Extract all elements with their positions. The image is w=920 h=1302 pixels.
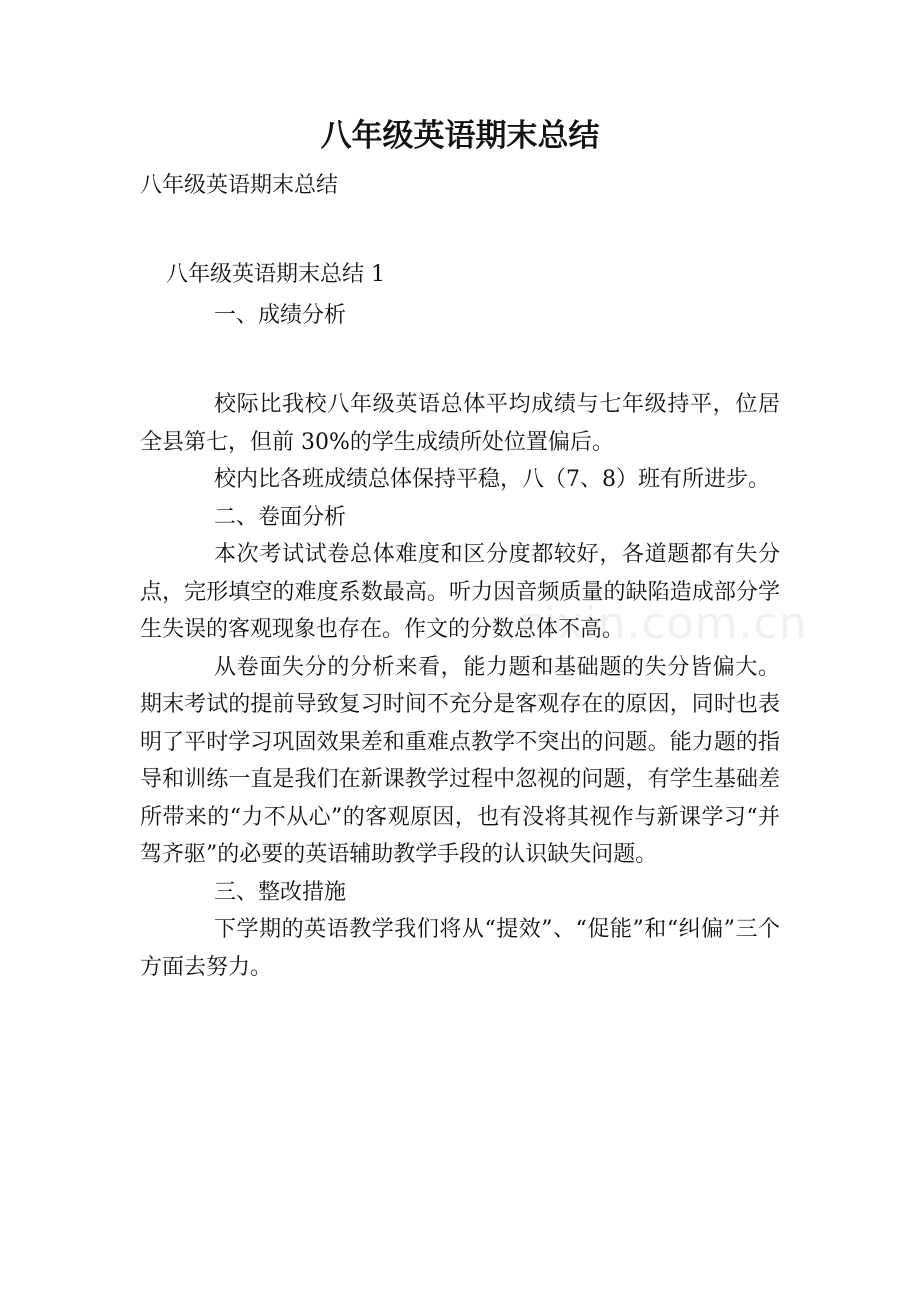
section-heading-2: 二、卷面分析 [214,504,347,530]
part-title: 八年级英语期末总结 1 [166,262,385,287]
section-heading-1: 一、成绩分析 [214,303,347,328]
paragraph-3: 本次考试试卷总体难度和区分度都较好，各道题都有失分点，完形填空的难度系数最高。听力因音频质量的缺陷造成部分学生失误的客观现象也存在。作文的分数总体不高。 [140,542,780,642]
section-heading-3: 三、整改措施 [214,879,347,905]
paragraph-4: 从卷面失分的分析来看，能力题和基础题的失分皆偏大。期末考试的提前导致复习时间不充分是客观存在的原因，同时也表明了平时学习巩固效果差和重难点教学不突出的问题。能力题的指导和训练一直是我们在新课教学过程中忽视的问题，有学生基础差所带来的“力不从心”的客观原因，也有没将其视作与新课学习“并驾齐驱”的必要的英语辅助教学手段的认识缺失问题。 [140,654,780,867]
document-title: 八年级英语期末总结 [320,118,600,154]
paragraph-5: 下学期的英语教学我们将从“提效”、“促能”和“纠偏”三个方面去努力。 [140,917,780,980]
document-body [140,386,780,986]
watermark: zixin.com.cn [520,598,808,649]
paragraph-1: 校际比我校八年级英语总体平均成绩与七年级持平，位居全县第七，但前 30%的学生成绩所处位置偏后。 [140,392,780,455]
paragraph-2: 校内比各班成绩总体保持平稳，八（7、8）班有所进步。 [214,467,770,492]
document-subtitle: 八年级英语期末总结 [140,173,339,198]
